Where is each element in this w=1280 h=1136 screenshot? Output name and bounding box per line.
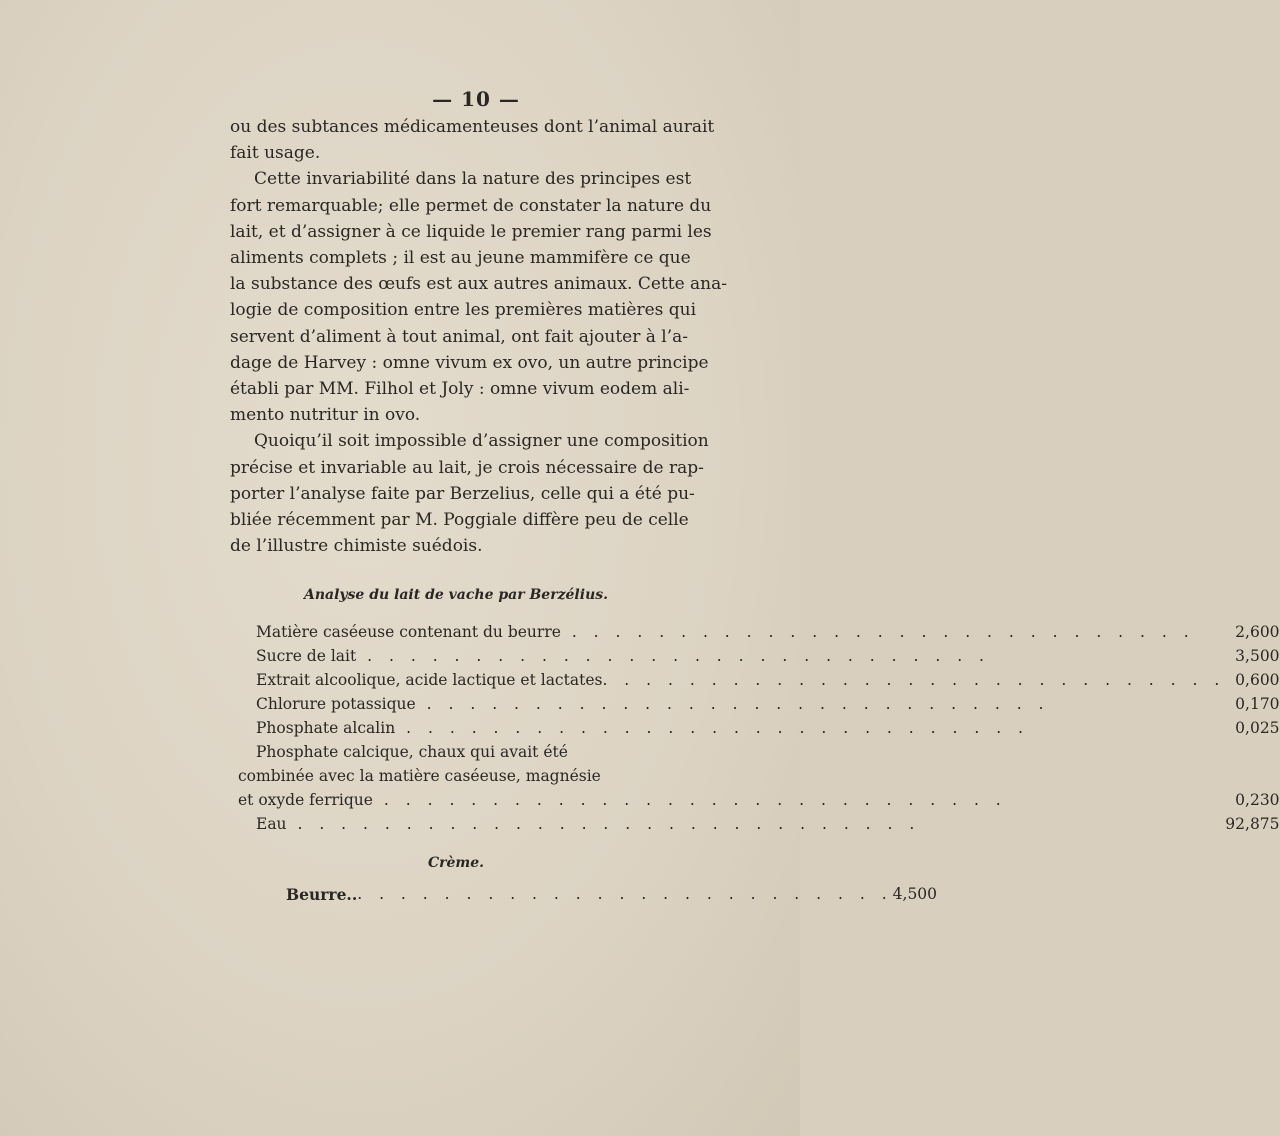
- text-line: servent d’aliment à tout animal, ont fait ajouter à l’a-: [230, 326, 689, 347]
- table-row: [238, 617, 1280, 641]
- row-value: 92,875: [1225, 815, 1280, 834]
- table-row: [238, 885, 938, 905]
- table-row: [238, 761, 1280, 785]
- row-label: et oxyde ferrique: [238, 791, 373, 810]
- table-row: [238, 737, 1280, 761]
- leader-dots: . . . . . . . . . . . . . . . . . . . . . . . . . . . . .: [286, 815, 921, 834]
- analysis-title: Analyse du lait de vache par Berzélius.: [303, 587, 609, 604]
- text-line: de l’illustre chimiste suédois.: [230, 536, 483, 557]
- text-line: fait usage.: [230, 143, 321, 164]
- text-line: mento nutritur in ovo.: [230, 405, 421, 426]
- paragraph-2: [230, 166, 728, 428]
- row-value: 0,230: [1235, 791, 1280, 810]
- leader-dots: . . . . . . . . . . . . . . . . . . . . . . . . . . . . .: [602, 671, 1226, 690]
- text-line: Cette invariabilité dans la nature des principes est: [254, 169, 692, 190]
- leader-dots: . . . . . . . . . . . . . . . . . . . . . . . . . . . . .: [415, 695, 1050, 714]
- row-value: 2,600: [1235, 623, 1280, 642]
- table-row: [238, 809, 1280, 833]
- paragraph-3: [230, 428, 709, 559]
- row-value: 0,025: [1235, 719, 1280, 738]
- row-label: Beurre..: [286, 885, 358, 905]
- row-value: 0,600: [1235, 671, 1280, 690]
- text-line: établi par MM. Filhol et Joly : omne vivum eodem ali-: [230, 379, 690, 400]
- leader-dots: . . . . . . . . . . . . . . . . . . . . . . . . . . . . .: [372, 791, 1007, 810]
- text-line: aliments complets ; il est au jeune mammifère ce que: [230, 248, 691, 269]
- table-row: [238, 689, 1280, 713]
- text-line: Quoiqu’il soit impossible d’assigner une composition: [254, 431, 709, 452]
- row-label: Extrait alcoolique, acide lactique et lactates: [256, 671, 603, 690]
- leader-dots: . . . . . . . . . . . . . . . . . . . . . . . . . . . . .: [560, 623, 1195, 642]
- table-row: [238, 641, 1280, 665]
- analysis-table: [238, 617, 1280, 833]
- creme-title: Crème.: [427, 855, 485, 872]
- text-line: précise et invariable au lait, je crois nécessaire de rap-: [230, 457, 704, 478]
- text-line: fort remarquable; elle permet de constater la nature du: [230, 195, 712, 216]
- row-label: Chlorure potassique: [256, 695, 416, 714]
- page-number: — 10 —: [432, 87, 520, 111]
- row-label: Eau: [256, 815, 287, 834]
- row-value: 0,170: [1235, 695, 1280, 714]
- text-line: logie de composition entre les premières matières qui: [230, 300, 697, 321]
- row-label: Phosphate alcalin: [256, 719, 396, 738]
- text-line: bliée récemment par M. Poggiale diffère peu de celle: [230, 510, 689, 531]
- leader-dots: . . . . . . . . . . . . . . . . . . . . . . . . .: [357, 885, 893, 904]
- text-line: dage de Harvey : omne vivum ex ovo, un autre principe: [230, 352, 709, 373]
- paragraph-1: [230, 114, 715, 166]
- text-line: porter l’analyse faite par Berzelius, celle qui a été pu-: [230, 483, 695, 504]
- table-row: [238, 785, 1280, 809]
- row-value: 4,500: [892, 885, 938, 904]
- text-line: lait, et d’assigner à ce liquide le premier rang parmi les: [230, 221, 712, 242]
- leader-dots: . . . . . . . . . . . . . . . . . . . . . . . . . . . . .: [356, 647, 990, 666]
- table-row: [238, 713, 1280, 737]
- row-value: 3,500: [1235, 647, 1280, 666]
- row-label: Phosphate calcique, chaux qui avait été: [256, 743, 568, 762]
- row-label: combinée avec la matière caséeuse, magnésie: [238, 767, 601, 786]
- text-line: la substance des œufs est aux autres animaux. Cette ana-: [230, 274, 728, 295]
- row-label: Matière caséeuse contenant du beurre: [256, 623, 561, 642]
- body-text: [230, 114, 728, 559]
- leader-dots: . . . . . . . . . . . . . . . . . . . . . . . . . . . . .: [395, 719, 1029, 738]
- row-label: Sucre de lait: [256, 647, 357, 666]
- page-content: [230, 84, 1280, 905]
- table-row: [238, 665, 1280, 689]
- text-line: ou des subtances médicamenteuses dont l’animal aurait: [230, 117, 715, 137]
